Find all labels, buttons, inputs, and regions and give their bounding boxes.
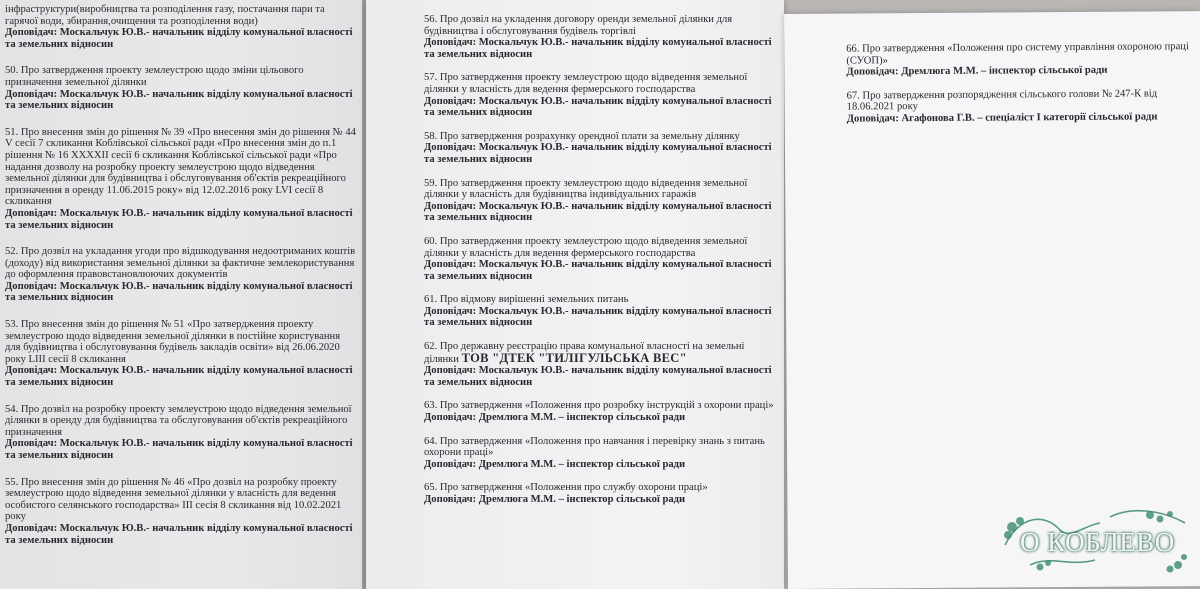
agenda-item <box>424 72 776 118</box>
item-speaker: Доповідач: Москальчук Ю.В.- начальник відділу комунальної власності та земельних відносин <box>5 88 353 112</box>
item-text: 54. Про дозвіл на розробку проекту землеустрою щодо відведення земельної ділянки в оренду для будівництва та обслуговування об'єктів рекреаційного призначення <box>5 403 352 438</box>
item-speaker: Доповідач: Москальчук Ю.В.- начальник відділу комунальної власності та земельних відносин <box>424 365 772 388</box>
item-text: 66. Про затвердження «Положення про систему управління охороною праці (СУОП)» <box>846 41 1189 67</box>
item-text: 57. Про затвердження проекту землеустрою щодо відведення земельної ділянки у власність для ведення фермерського господарства <box>424 72 748 95</box>
item-text: 51. Про внесення змін до рішення № 39 «Про внесення змін до рішення № 44 V сесії 7 скликання Коблівської сільської ради «Про внесення змін до п.1 рішення № 16 ХХХXII сесії 6 скликання Коблівської сільської ради «Про надання дозволу на розробку проекту землеустрою щодо відведення земельної ділянки для будівництва і обслуговування об'єктів рекреаційного призначення в оренду 11.06.2015 року» від 12.02.2016 року LVI сесії 8 скликання <box>5 126 356 208</box>
agenda-item <box>5 246 358 304</box>
item-text: інфраструктури(виробництва та розподілення газу, постачання пари та гарячої води, збирання,очищення та розподілення води) <box>5 4 325 27</box>
item-speaker: Доповідач: Москальчук Ю.В.- начальник відділу комунальної власності та земельних відносин <box>424 142 772 165</box>
item-text: 56. Про дозвіл на укладення договору оренди земельної ділянки для будівництва і обслуговування будівель торгівлі <box>424 14 733 37</box>
agenda-item <box>5 477 358 547</box>
middle-page <box>366 0 784 589</box>
item-text: 52. Про дозвіл на укладання угоди про відшкодування недоотриманих коштів (доходу) від використання земельної ділянки за фактичне землекористування до оформлення правовстановлюючих документів <box>5 246 356 281</box>
agenda-item <box>5 319 358 389</box>
item-speaker: Доповідач: Москальчук Ю.В.- начальник відділу комунальної власності та земельних відносин <box>5 27 353 50</box>
item-text: 64. Про затвердження «Положення про навчання і перевірку знань з питань охорони праці» <box>424 435 765 459</box>
item-text-plain: 62. Про державну реєстрацію права комунальної власності на земельні ділянки <box>424 341 745 365</box>
item-text: 65. Про затвердження «Положення про службу охорони праці» <box>424 482 708 494</box>
agenda-item <box>424 131 776 166</box>
item-speaker: Доповідач: Москальчук Ю.В.- начальник відділу комунальної власності та земельних відносин <box>424 95 772 119</box>
agenda-item <box>424 482 776 505</box>
item-speaker: Доповідач: Дремлюга М.М. – інспектор сільської ради <box>846 64 1108 78</box>
item-speaker: Доповідач: Дремлюга М.М. – інспектор сільської ради <box>424 458 686 470</box>
item-speaker: Доповідач: Дремлюга М.М. – інспектор сільської ради <box>424 412 686 424</box>
item-speaker: Доповідач: Дремлюга М.М. – інспектор сільської ради <box>424 494 686 505</box>
item-speaker: Доповідач: Москальчук Ю.В.- начальник відділу комунальної власності та земельних відносин <box>5 207 353 231</box>
agenda-item <box>424 236 776 282</box>
item-speaker: Доповідач: Москальчук Ю.В.- начальник відділу комунальної власності та земельних відносин <box>5 280 353 304</box>
company-name: ТОВ "ДТЕК "ТИЛІГУЛЬСЬКА ВЕС" <box>461 350 687 365</box>
agenda-item <box>424 341 776 388</box>
item-speaker: Доповідач: Москальчук Ю.В.- начальник відділу комунальної власності та земельних відносин <box>5 365 353 389</box>
watermark-logo <box>1000 505 1190 575</box>
agenda-item <box>5 4 358 50</box>
right-page <box>784 11 1200 589</box>
item-speaker: Доповідач: Москальчук Ю.В.- начальник відділу комунальної власності та земельних відносин <box>424 200 772 224</box>
agenda-item <box>847 88 1195 125</box>
item-text: 59. Про затвердження проекту землеустрою щодо відведення земельної ділянки у власність для будівництва індивідуальних гаражів <box>424 177 748 201</box>
item-text: 50. Про затвердження проекту землеустрою щодо зміни цільового призначення земельної ділянки <box>5 65 304 88</box>
item-text <box>424 341 776 365</box>
agenda-item <box>424 294 776 329</box>
item-text: 58. Про затвердження розрахунку орендної плати за земельну ділянку <box>424 130 740 142</box>
item-text: 67. Про затвердження розпорядження сільського голови № 247-К від 18.06.2021 року <box>846 88 1158 113</box>
item-speaker: Доповідач: Москальчук Ю.В.- начальник відділу комунальної власності та земельних відносин <box>424 305 772 329</box>
agenda-item <box>424 178 776 224</box>
agenda-item <box>5 127 358 231</box>
watermark-text: О КОБЛЕВО <box>1020 527 1175 557</box>
agenda-item <box>846 41 1194 78</box>
item-text: 60. Про затвердження проекту землеустрою щодо відведення земельної ділянки у власність для ведення фермерського господарства <box>424 235 748 259</box>
item-speaker: Доповідач: Москальчук Ю.В.- начальник відділу комунальної власності та земельних відносин <box>5 438 353 461</box>
item-speaker: Доповідач: Москальчук Ю.В.- начальник відділу комунальної власності та земельних відносин <box>424 259 772 282</box>
agenda-item <box>424 436 776 471</box>
item-speaker: Доповідач: Москальчук Ю.В.- начальник відділу комунальної власності та земельних відносин <box>424 37 772 60</box>
agenda-item <box>5 404 358 462</box>
item-speaker: Доповідач: Агафонова Г.В. – спеціаліст І категорії сільської ради <box>846 111 1158 125</box>
item-text: 53. Про внесення змін до рішення № 51 «Про затвердження проекту землеустрою щодо відведення земельної ділянки в постійне користування для будівництва і обслуговування будівель закладів освіти» від 26.06.2020 року LIII сесії 8 скликання <box>5 319 341 365</box>
agenda-item <box>424 400 776 423</box>
item-text: 63. Про затвердження «Положення про розробку інструкцій з охорони праці» <box>424 400 774 412</box>
item-text: 61. Про відмову вирішенні земельних питань <box>424 294 629 306</box>
left-page <box>0 0 362 589</box>
item-speaker: Доповідач: Москальчук Ю.В.- начальник відділу комунальної власності та земельних відносин <box>5 522 353 546</box>
agenda-item <box>5 65 358 111</box>
agenda-item <box>424 14 776 60</box>
item-text: 55. Про внесення змін до рішення № 46 «Про дозвіл на розробку проекту землеустрою щодо відведення земельної ділянки у власність для ведення особистого селянського господарства» III сесія 8 скликання від 10.02.2021 року <box>5 476 342 523</box>
